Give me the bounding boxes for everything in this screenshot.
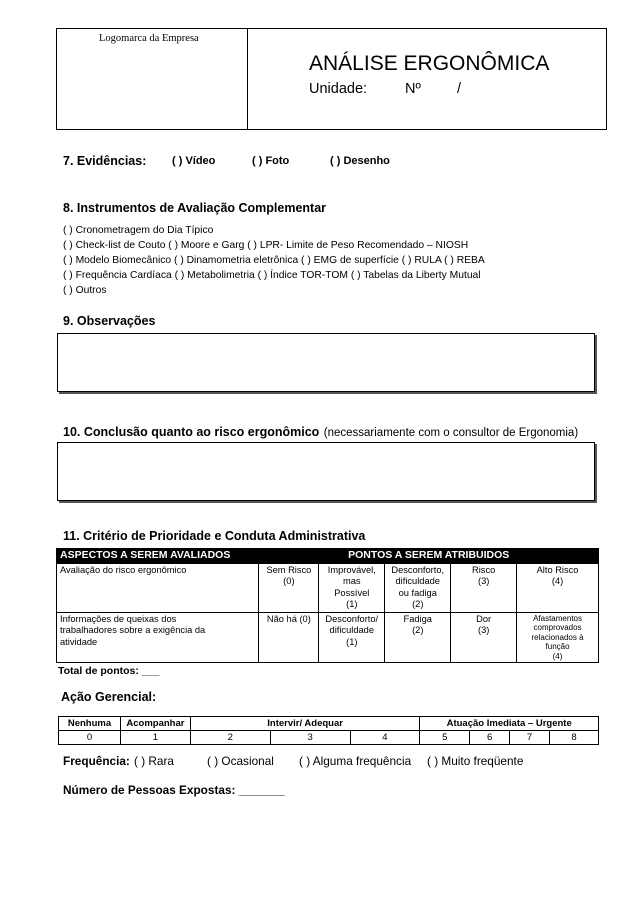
exposed-people-field[interactable]: Número de Pessoas Expostas: _______ [63,783,285,797]
evidence-option-photo[interactable]: ( ) Foto [252,155,290,167]
action-label-monitor: Acompanhar [120,717,190,731]
criteria-head-points: PONTOS A SEREM ATRIBUIDOS [259,549,599,564]
conclusion-note: (necessariamente com o consultor de Ergonomia) [323,427,579,439]
frequency-option-very-frequent[interactable]: ( ) Muito freqüente [427,754,524,768]
criteria-aspect-risk: Avaliação do risco ergonômico [57,563,259,612]
instrument-line-2[interactable]: ( ) Check-list de Couto ( ) Moore e Garg ( ) LPR- Limite de Peso Recomendado – NIOSH [63,240,469,251]
criteria-title: 11. Critério de Prioridade e Conduta Administrativa [63,529,366,543]
unit-label: Unidade: [309,81,368,97]
criteria-row-risk [57,563,599,612]
instrument-line-1[interactable]: ( ) Cronometragem do Dia Típico [63,225,214,236]
observations-title: 9. Observações [63,314,156,328]
conclusion-heading [63,423,578,441]
total-points[interactable]: Total de pontos: ___ [58,665,160,677]
document-title: ANÁLISE ERGONÔMICA [309,52,550,75]
action-label-intervene: Intervir/ Adequar [190,717,419,731]
evidence-option-drawing[interactable]: ( ) Desenho [330,155,390,167]
criteria-cell[interactable]: Desconforto, dificuldade ou fadiga (2) [385,563,451,612]
header-divider [247,29,248,129]
evidences-title: 7. Evidências: [63,154,147,168]
action-score[interactable]: 2 [190,731,270,745]
criteria-cell[interactable]: Dor (3) [451,612,517,663]
number-slash: / [457,81,462,97]
action-score[interactable]: 7 [510,731,550,745]
criteria-cell[interactable]: Fadiga (2) [385,612,451,663]
number-label: Nº [405,81,421,97]
document-header [56,28,607,130]
conclusion-box[interactable] [57,442,595,501]
frequency-option-rare[interactable]: ( ) Rara [134,754,174,768]
instrument-line-3[interactable]: ( ) Modelo Biomecânico ( ) Dinamometria eletrônica ( ) EMG de superfície ( ) RULA ( ) REBA [63,255,485,266]
action-score[interactable]: 4 [350,731,420,745]
criteria-cell[interactable]: Alto Risco (4) [517,563,599,612]
conclusion-title: 10. Conclusão quanto ao risco ergonômico [63,425,320,439]
action-score[interactable]: 3 [270,731,350,745]
frequency-option-some[interactable]: ( ) Alguma frequência [299,754,412,768]
instrument-line-4[interactable]: ( ) Frequência Cardíaca ( ) Metabolimetria ( ) Índice TOR-TOM ( ) Tabelas da Liberty Mutual [63,270,481,281]
action-score[interactable]: 6 [470,731,510,745]
criteria-cell[interactable]: Sem Risco (0) [259,563,319,612]
criteria-cell[interactable]: Não há (0) [259,612,319,663]
criteria-cell[interactable]: Risco (3) [451,563,517,612]
instrument-line-5[interactable]: ( ) Outros [63,285,107,296]
frequency-option-occasional[interactable]: ( ) Ocasional [207,754,274,768]
instruments-title: 8. Instrumentos de Avaliação Complementar [63,201,327,215]
evidence-option-video[interactable]: ( ) Vídeo [172,155,216,167]
action-score[interactable]: 8 [550,731,599,745]
logo-placeholder-label: Logomarca da Empresa [99,33,199,44]
action-score[interactable]: 0 [59,731,121,745]
action-label-urgent: Atuação Imediata – Urgente [420,717,599,731]
management-table [58,716,599,745]
action-score[interactable]: 5 [420,731,470,745]
criteria-cell[interactable]: Improvável, mas Possível (1) [319,563,385,612]
criteria-head-aspects: ASPECTOS A SEREM AVALIADOS [57,549,259,564]
criteria-cell[interactable]: Afastamentos comprovados relacionados à função (4) [517,612,599,663]
criteria-table [56,548,599,663]
frequency-label: Frequência: [63,754,130,768]
criteria-row-complaints [57,612,599,663]
criteria-cell[interactable]: Desconforto/ dificuldade (1) [319,612,385,663]
action-score[interactable]: 1 [120,731,190,745]
criteria-aspect-complaints: Informações de queixas dos trabalhadores sobre a exigência da atividade [57,612,259,663]
observations-box[interactable] [57,333,595,392]
action-label-none: Nenhuma [59,717,121,731]
management-title: Ação Gerencial: [61,690,157,704]
